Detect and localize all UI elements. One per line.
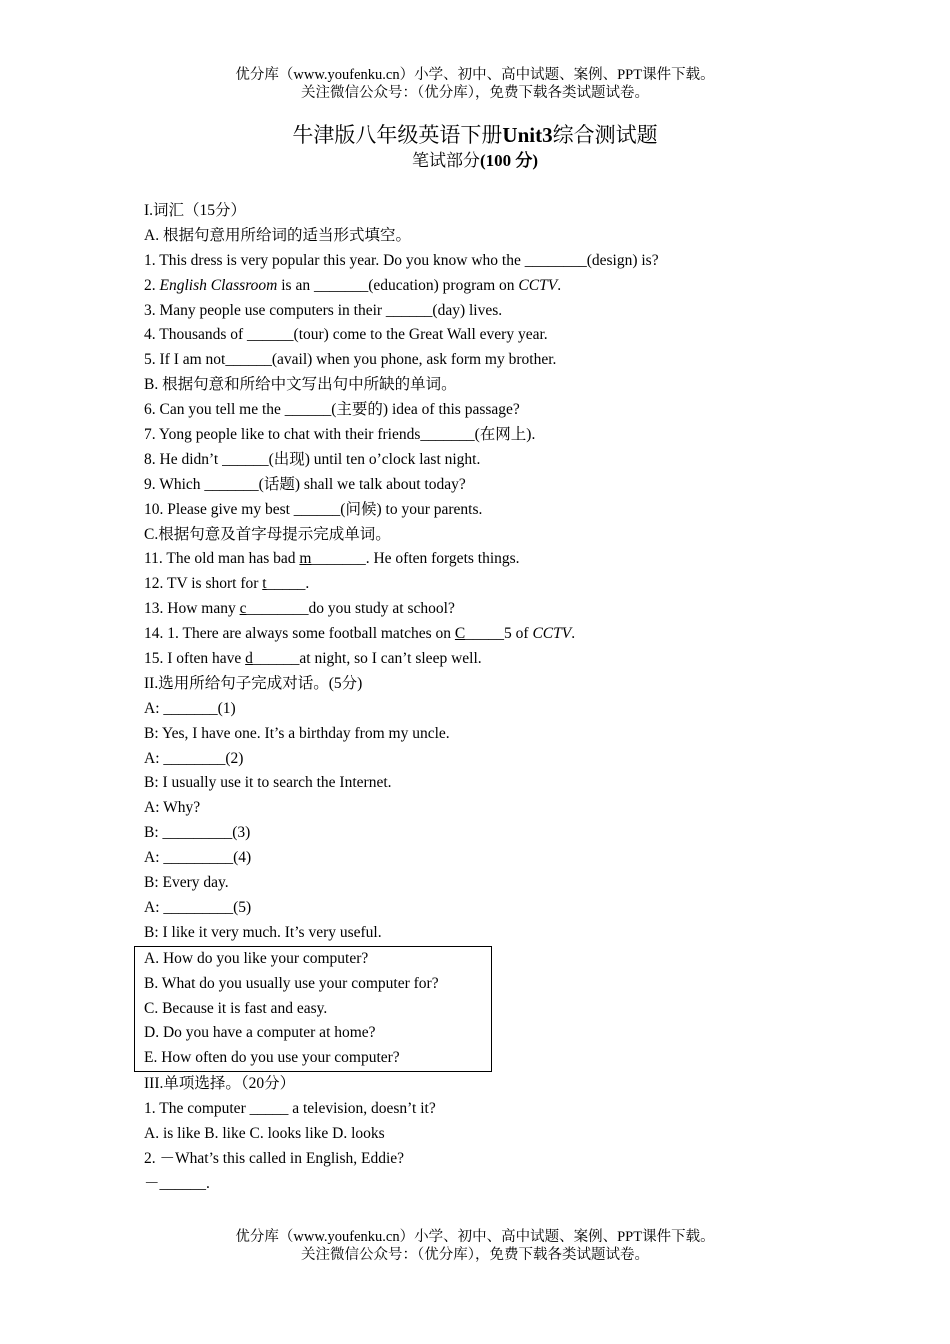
q11-hint-letter: m <box>299 550 312 568</box>
question-11 <box>144 547 844 572</box>
question-2 <box>144 274 844 299</box>
q13-hint-letter: c <box>239 600 247 618</box>
header-line-1: 优分库（www.youfenku.cn）小学、初中、高中试题、案例、PPT课件下载。 <box>235 67 715 83</box>
q12-hint-letter: t <box>262 575 267 593</box>
dialog-line: B: I like it very much. It’s very useful. <box>144 923 382 941</box>
dialog-line: B: Yes, I have one. It’s a birthday from my uncle. <box>144 724 450 742</box>
dialog-line: B: _________(3) <box>144 824 251 842</box>
q13-post: ________do you study at school? <box>246 600 455 618</box>
page-header <box>0 66 950 102</box>
q15-hint-letter: d <box>245 650 253 668</box>
q15-pre: 15. I often have <box>144 650 246 668</box>
question-1: 1. This dress is very popular this year. Do you know who the ________(design) is? <box>144 251 659 269</box>
dialog-line: B: I usually use it to search the Internet. <box>144 774 392 792</box>
title-post: 综合测试题 <box>552 123 658 147</box>
q14-hint-letter: C <box>454 625 466 643</box>
option-item: E. How often do you use your computer? <box>144 1049 400 1067</box>
question-7: 7. Yong people like to chat with their friends_______(在网上). <box>144 426 536 444</box>
dialog-line: A: _______(1) <box>144 699 236 717</box>
question-12 <box>144 572 844 597</box>
question-10: 10. Please give my best ______(问候) to your parents. <box>144 500 483 518</box>
part-b-instruction: B. 根据句意和所给中文写出句中所缺的单词。 <box>144 376 457 394</box>
option-item: D. Do you have a computer at home? <box>144 1024 376 1042</box>
section-1-heading: I.词汇（15分） <box>144 202 247 219</box>
document-title <box>0 120 950 150</box>
option-item: C. Because it is fast and easy. <box>144 999 328 1017</box>
question-6: 6. Can you tell me the ______(主要的) idea of this passage? <box>144 401 520 419</box>
q11-post: _______. He often forgets things. <box>311 550 520 568</box>
q2-italic-channel: CCTV <box>518 276 558 294</box>
mc-question-2: 2. －What’s this called in English, Eddie? <box>144 1149 405 1167</box>
title-unit: Unit3 <box>502 123 553 147</box>
option-item: B. What do you usually use your computer for? <box>144 974 439 992</box>
q2-end: . <box>557 276 562 294</box>
document-body <box>144 199 844 1197</box>
q15-post: ______at night, so I can’t sleep well. <box>252 650 482 668</box>
q11-pre: 11. The old man has bad <box>144 550 300 568</box>
question-13 <box>144 597 844 622</box>
q14-italic-channel: CCTV <box>532 625 572 643</box>
title-pre: 牛津版八年级英语下册 <box>292 123 503 147</box>
q14-pre: 14. 1. There are always some football matches on <box>144 625 455 643</box>
q13-pre: 13. How many <box>144 600 240 618</box>
q12-pre: 12. TV is short for <box>144 575 263 593</box>
section-2-heading: II.选用所给句子完成对话。(5分) <box>144 674 363 692</box>
dialog-line: B: Every day. <box>144 874 229 892</box>
footer-line-1: 优分库（www.youfenku.cn）小学、初中、高中试题、案例、PPT课件下载。 <box>235 1229 715 1245</box>
q2-middle: is an _______(education) program on <box>277 276 519 294</box>
question-4: 4. Thousands of ______(tour) come to the Great Wall every year. <box>144 326 548 344</box>
part-a-instruction: A. 根据句意用所给词的适当形式填空。 <box>144 226 411 244</box>
q2-italic-title: English Classroom <box>159 276 278 294</box>
mc-question-1-options: A. is like B. like C. looks like D. looks <box>144 1124 385 1142</box>
options-box <box>134 946 492 1072</box>
question-9: 9. Which _______(话题) shall we talk about today? <box>144 475 466 493</box>
option-item: A. How do you like your computer? <box>144 949 369 967</box>
document-subtitle <box>0 149 950 173</box>
dialog-line: A: ________(2) <box>144 749 244 767</box>
question-14 <box>144 622 844 647</box>
dialog-line: A: _________(5) <box>144 898 252 916</box>
q14-end: . <box>571 625 576 643</box>
footer-line-2: 关注微信公众号：（优分库），免费下载各类试题试卷。 <box>301 1247 649 1263</box>
q14-middle: _____5 of <box>465 625 533 643</box>
part-c-instruction: C.根据句意及首字母提示完成单词。 <box>144 525 391 543</box>
dialog-line: A: _________(4) <box>144 849 252 867</box>
question-3: 3. Many people use computers in their ______(day) lives. <box>144 301 503 319</box>
dialog-line: A: Why? <box>144 799 201 817</box>
subtitle-score: (100 分) <box>479 151 539 170</box>
header-line-2: 关注微信公众号：（优分库），免费下载各类试题试卷。 <box>301 85 649 101</box>
subtitle-pre: 笔试部分 <box>411 151 480 170</box>
section-3-heading: III.单项选择。（20分） <box>144 1075 296 1093</box>
q2-number: 2. <box>144 276 160 294</box>
question-8: 8. He didn’t ______(出现) until ten o’clock last night. <box>144 450 481 468</box>
question-5: 5. If I am not______(avail) when you phone, ask form my brother. <box>144 351 557 369</box>
mc-question-1: 1. The computer _____ a television, doesn’t it? <box>144 1100 436 1118</box>
page-footer <box>0 1228 950 1264</box>
q12-post: _____. <box>266 575 310 593</box>
question-15 <box>144 647 844 672</box>
mc-question-2-answer: －______. <box>144 1174 210 1192</box>
